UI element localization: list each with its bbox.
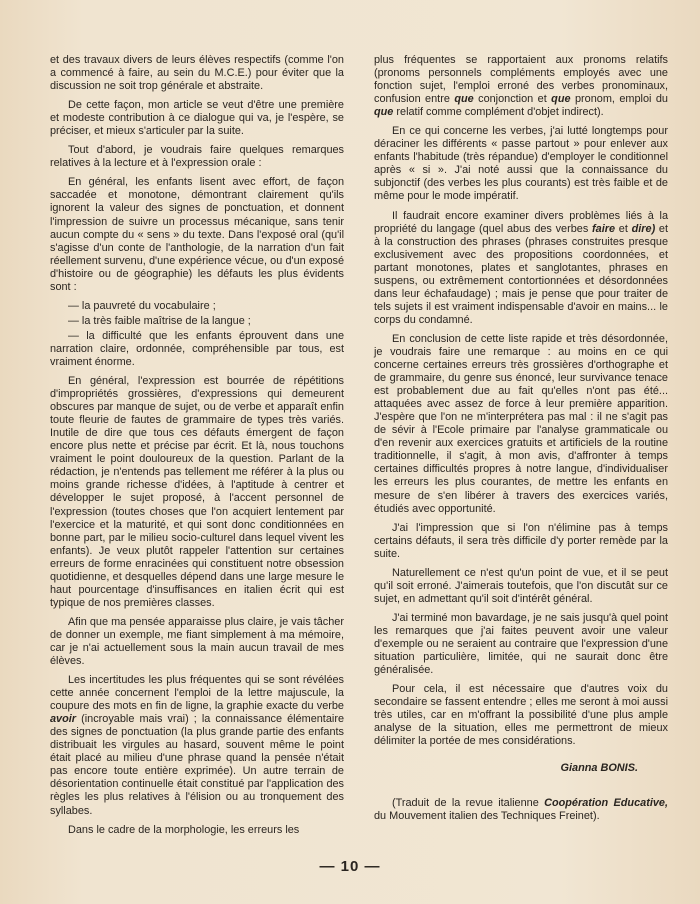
text-run: et [615,222,632,235]
source-note [374,797,668,823]
paragraph: En général, les enfants lisent avec effort, de façon saccadée et monotone, démontrant clairement qu'ils ignorent la valeur des signes de ponctuation, et donnent l'impression de suivre un processus mécanique, sans tenir aucun compte du « sens » du texte. Dans l'exposé oral (qu'il s'agisse d'un conte de l'anthologie, de la narration d'un fait réellement survenu, d'une expérience vécue, ou d'un exposé d'histoire ou de géographie) les défauts les plus évidents sont : [50,176,344,293]
text-run: Les incertitudes les plus fréquentes qui se sont révélées cette année concernent l'emploi de la lettre majuscule, la coupure des mots en fin de ligne, la graphie exacte du verbe [50,674,344,713]
paragraph: J'ai l'impression que si l'on n'élimine pas à temps certains défauts, il sera très difficile d'y porter remède par la suite. [374,521,668,560]
paragraph: Pour cela, il est nécessaire que d'autres voix du secondaire se fassent entendre ; elles me seront à moi aussi très utiles, car en m'offrant la possibilité d'une plus ample analyse de la situation, elles me permettront de mieux délimiter la portée de mes considérations. [374,683,668,748]
text-run: (Traduit de la revue italienne [392,797,545,810]
paragraph: En ce qui concerne les verbes, j'ai lutté longtemps pour déraciner les différents « passe partout » pour enlever aux enfants l'habitude (très répandue) d'employer le conditionnel après « si ». J'ai noté aussi que la connaissance du subjonctif (des verbes les plus courants) est très faible et de même pour le mode impératif. [374,125,668,203]
text-run: et à la construction des phrases (phrases construites presque exclusivement avec des propositions coordonnées, et partant monotones, plates et sanglotantes, phrases en suspens, ou extrêmement contortionnées et désordonnées dans leur échafaudage) ; mais je pense que pour traiter de tels sujets il est vraiment indispensable d'avoir en mains... le corps du condamné. [374,222,669,326]
emphasis-dire: dire) [631,222,656,235]
paragraph: Naturellement ce n'est qu'un point de vue, et il se peut qu'il soit erroné. J'aimerais toutefois, que l'on discutât sur ce sujet, en admettant qu'il soit d'intérêt général. [374,566,668,605]
text-run: pronom, emploi du [570,93,668,106]
left-column [50,54,344,843]
text-run: (incroyable mais vrai) ; la connaissance élémentaire des signes de ponctuation (la plus grande partie des enfants distribuait les virgules au hasard, souvent même le point était placé au milieu d'une phrase quand la pensée n'était pas encore toute entière exprimée). Un autre terrain de désorientation continuelle était constitué par l'application des règles les plus relatives à l'élision ou au tronquement des syllabes. [50,713,344,817]
paragraph: Tout d'abord, je voudrais faire quelques remarques relatives à la lecture et à l'expression orale : [50,144,344,170]
defects-list [50,300,344,369]
emphasis-faire: faire [592,222,616,235]
page-number: — 10 — [319,858,381,875]
right-column [374,54,668,829]
emphasis-que: que [454,93,474,106]
text-run: plus fréquentes se rapportaient aux pronoms relatifs (pronoms personnels compléments employés avec une fonction sujet, l'emploi erroné des verbes pronominaux, confusion entre [374,54,668,106]
paragraph: J'ai terminé mon bavardage, je ne sais jusqu'à quel point les remarques que j'ai faites peuvent avoir une valeur d'exemple ou ne seraient au contraire que l'expression d'une situation particulière, limitée, qui ne saurait donc être généralisée. [374,611,668,677]
paragraph-uncertainties [50,674,344,818]
paragraph-problems [374,210,668,327]
journal-title: Coopération Educative, [544,797,668,810]
text-run: relatif comme complément d'objet indirect). [393,106,604,119]
text-run: Il faudrait encore examiner divers problèmes liés à la propriété du langage (quel abus des verbes [374,209,668,235]
paragraph: Afin que ma pensée apparaisse plus claire, je vais tâcher de donner un exemple, me fiant simplement à ma mémoire, car je n'ai actuellement sous la main aucun travail de mes élèves. [50,615,344,668]
paragraph: En général, l'expression est bourrée de répétitions d'impropriétés grossières, d'expressions qui demeurent obscures par manque de sujet, ou de verbe et apparaît enfin toute fleurie de fautes de grammaire de types très variés. Inutile de dire que tous ces défauts émergent de façon encore plus nette et précise par écrit. Et là, nous touchons vraiment le point douloureux de la question. Parlant de la rédaction, je n'entends pas tellement me référer à la plus ou moins grande richesse d'idées, à l'aptitude à centrer et développer le sujet proposé, à l'accent personnel de l'expression (toutes choses que l'on acquiert lentement par l'exercice et la maturité, et qui sont donc conditionnées en bonne part, par le milieu socio-culturel dans lequel vivent les enfants). Je veux plutôt rappeler l'attention sur certaines erreurs de forme enracinées qui constituent notre obsession quotidienne, et desquelles dépend dans une large mesure le haut pourcentage d'insuffisances en italien écrit qui est typique de nos premières classes. [50,375,344,609]
text-run: conjonction et [473,93,552,106]
paragraph: En conclusion de cette liste rapide et très désordonnée, je voudrais faire une remarque : au moins en ce qui concerne certaines erreurs très grossières d'orthographe et de grammaire, du genre sus énoncé, leur survivance tenace est probablement due au fait qu'elles n'ont pas été... attaquées avec assez de force à leur première apparition. J'espère que l'on ne m'interprétera pas mal : il ne s'agit pas de sévir à l'Ecole primaire par l'analyse grammaticale ou d'en revenir aux exercices gratuits et artificiels de la routine traditionnelle, il s'agit, à mon avis, d'affronter à temps certaines difficultés propres à notre langue, d'individualiser les erreurs les plus courantes, de mettre les enfants en mesure de s'en libérer à travers des exercices variés, étudiés avec opportunité. [374,332,668,515]
emphasis-que: que [374,106,394,119]
list-item: — la très faible maîtrise de la langue ; [68,314,251,327]
paragraph-relatives [374,54,668,119]
list-item: — la difficulté que les enfants éprouvent dans une narration claire, ordonnée, compréhensible par tous, est vraiment énorme. [50,329,344,368]
paragraph: Dans le cadre de la morphologie, les erreurs les [68,823,300,836]
emphasis-verb: avoir [50,713,77,726]
list-item: — la pauvreté du vocabulaire ; [68,299,216,312]
text-run: du Mouvement italien des Techniques Freinet). [374,810,600,823]
paragraph: De cette façon, mon article se veut d'être une première et modeste contribution à ce dialogue qui va, je l'espère, se préciser, et mieux s'articuler par la suite. [50,99,344,138]
author-signature: Gianna BONIS. [560,762,638,775]
emphasis-que: que [551,93,571,106]
paragraph: et des travaux divers de leurs élèves respectifs (comme l'on a commencé à faire, au sein du M.C.E.) pour éviter que la discussion ne soit trop générale et abstraite. [50,54,344,93]
